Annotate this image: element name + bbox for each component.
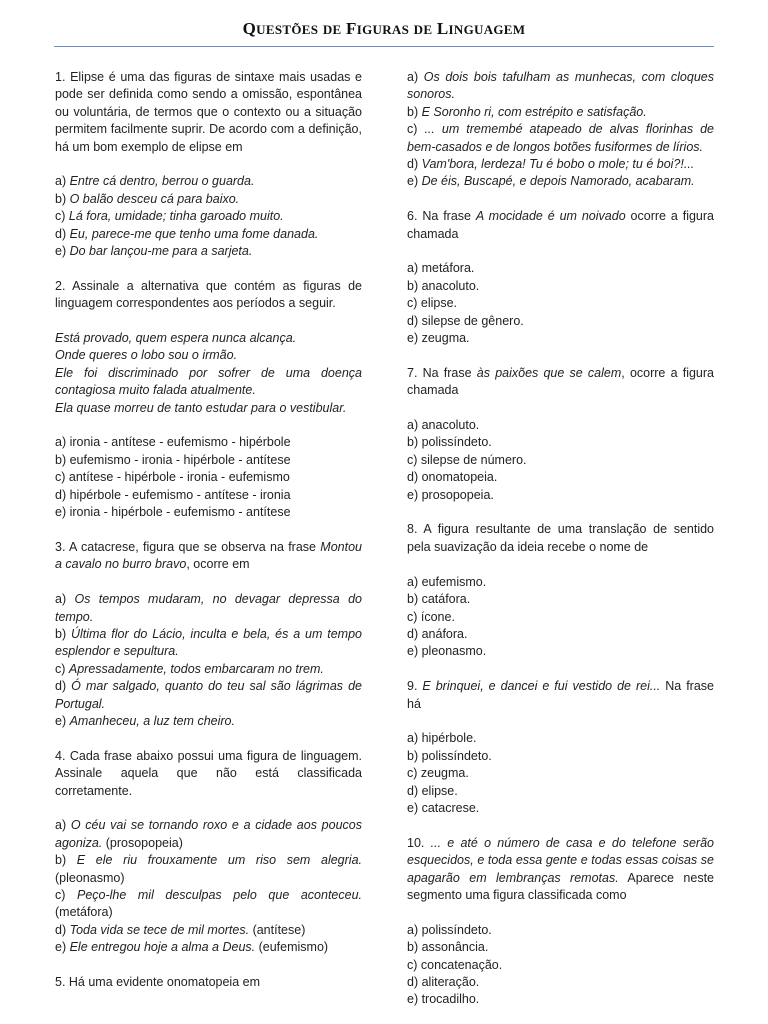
- title-cap: L: [436, 19, 449, 38]
- question-9: [407, 678, 714, 817]
- option-b: [55, 191, 362, 208]
- option-d: d) onomatopeia.: [407, 470, 498, 485]
- option-c: [55, 208, 362, 225]
- option-c: [407, 121, 714, 156]
- stem-quote: às paixões que se calem: [476, 365, 622, 380]
- option-text: Lá fora, umidade; tinha garoado muito.: [68, 209, 284, 224]
- option-text: Última flor do Lácio, inculta e bela, és a um tempo esplendor e sepultura.: [55, 626, 362, 659]
- option-text: Amanheceu, a luz tem cheiro.: [69, 713, 235, 728]
- option-text: Apressadamente, todos embarcaram no trem.: [68, 661, 324, 676]
- option-letter: c): [55, 887, 77, 902]
- option-e: e) zeugma.: [407, 331, 470, 346]
- stem-quote: Montou a cavalo no burro bravo: [55, 539, 362, 572]
- question-stem: [55, 539, 362, 574]
- option-c: c) elipse.: [407, 296, 458, 311]
- option-c: c) ícone.: [407, 609, 455, 624]
- option-d: d) aliteração.: [407, 974, 480, 989]
- page-title: [0, 19, 768, 39]
- option-letter: a): [55, 818, 71, 833]
- question-4: [55, 748, 362, 957]
- stem-text: 3. A catacrese, figura que se observa na frase: [55, 539, 321, 554]
- question-stem: 2. Assinale a alternativa que contém as figuras de linguagem correspondentes aos períodos a seguir.: [55, 278, 362, 311]
- title-word: DE: [322, 22, 342, 37]
- option-a: [55, 173, 362, 190]
- option-c: c) zeugma.: [407, 766, 469, 781]
- option-letter: d): [407, 157, 422, 172]
- option-e: e) ironia - hipérbole - eufemismo - antítese: [55, 505, 291, 520]
- stem-text: Na frase há: [407, 679, 714, 711]
- question-6: [407, 208, 714, 347]
- option-a: a) polissíndeto.: [407, 922, 492, 937]
- sentence-2: Onde queres o lobo sou o irmão.: [55, 348, 238, 363]
- option-a: a) ironia - antítese - eufemismo - hipérbole: [55, 435, 291, 450]
- option-text: Os dois bois tafulham as munhecas, com cloques sonoros.: [407, 70, 714, 102]
- option-b: b) anacoluto.: [407, 278, 480, 293]
- sentence-4: Ela quase morreu de tanto estudar para o vestibular.: [55, 400, 347, 415]
- option-a: a) metáfora.: [407, 261, 475, 276]
- title-cap: Q: [242, 19, 257, 38]
- stem-text: 7. Na frase: [407, 365, 477, 380]
- stem-quote: ... e até o número de casa e do telefone serão esquecidos, e toda essa gente e todas essas coisas se apagarão em lembranças remotas.: [407, 835, 714, 885]
- title-word: INGUAGEM: [448, 22, 526, 37]
- stem-text: , ocorre em: [186, 557, 250, 572]
- option-d: d) elipse.: [407, 783, 458, 798]
- option-letter: c): [55, 661, 69, 676]
- question-stem: [407, 365, 714, 400]
- option-text: Do bar lançou-me para a sarjeta.: [69, 244, 253, 259]
- option-b: [407, 104, 714, 121]
- option-d: [407, 156, 714, 173]
- right-column: [407, 69, 714, 1009]
- option-a: a) anacoluto.: [407, 418, 480, 433]
- option-d: d) anáfora.: [407, 626, 468, 641]
- option-d: d) hipérbole - eufemismo - antítese - ironia: [55, 487, 291, 502]
- option-d: [55, 226, 362, 243]
- option-letter: e): [407, 174, 422, 189]
- option-letter: c): [407, 122, 425, 137]
- option-letter: d): [55, 679, 72, 694]
- option-text: ... um tremembé atapeado de alvas florinhas de bem-casados e de longos botões fusiformes de lírios.: [407, 122, 714, 154]
- question-stem: [407, 208, 714, 243]
- option-b: b) polissíndeto.: [407, 435, 492, 450]
- stem-text: Aparece neste segmento uma figura classificada como: [407, 870, 714, 902]
- option-letter: e): [55, 940, 70, 955]
- option-b: b) catáfora.: [407, 592, 471, 607]
- option-e: e) trocadilho.: [407, 992, 480, 1007]
- question-10: [407, 835, 714, 1009]
- option-d: [55, 678, 362, 713]
- option-text: E Soronho ri, com estrépito e satisfação.: [421, 104, 647, 119]
- option-b: b) polissíndeto.: [407, 748, 492, 763]
- option-letter: b): [55, 191, 70, 206]
- option-text: Ele entregou hoje a alma a Deus.: [69, 940, 256, 955]
- option-a: a) eufemismo.: [407, 574, 487, 589]
- option-e: e) pleonasmo.: [407, 644, 487, 659]
- option-a: [55, 591, 362, 626]
- question-7: [407, 365, 714, 504]
- option-text: De éis, Buscapé, e depois Namorado, acabaram.: [421, 174, 695, 189]
- question-stem: 4. Cada frase abaixo possui uma figura de linguagem. Assinale aquela que não está classificada corretamente.: [55, 748, 362, 798]
- option-letter: a): [55, 174, 70, 189]
- option-letter: a): [407, 70, 424, 84]
- question-stem: 1. Elipse é uma das figuras de sintaxe mais usadas e pode ser definida como sendo a omissão, espontânea ou voluntária, de termos que o contexto ou a situação permitem facilmente suprir. De acordo com a definição, há um bom exemplo de elipse em: [55, 70, 362, 154]
- question-stem: [407, 678, 714, 713]
- title-underline: [54, 46, 714, 47]
- question-8: [407, 521, 714, 660]
- option-d: [55, 922, 362, 939]
- option-letter: a): [55, 592, 75, 607]
- left-column: [55, 69, 362, 991]
- option-e: [55, 939, 362, 956]
- question-5: [55, 974, 362, 991]
- option-text: E ele riu frouxamente um riso sem alegria.: [76, 853, 362, 868]
- option-e: [55, 243, 362, 260]
- option-tag: (prosopopeia): [102, 835, 183, 850]
- stem-text: 10.: [407, 835, 431, 850]
- option-e: e) catacrese.: [407, 800, 480, 815]
- option-b: b) assonância.: [407, 940, 489, 955]
- option-tag: (metáfora): [55, 905, 113, 920]
- option-e: [407, 173, 714, 190]
- option-c: c) silepse de número.: [407, 452, 527, 467]
- option-text: Os tempos mudaram, no devagar depressa do tempo.: [55, 592, 362, 624]
- option-letter: e): [55, 713, 70, 728]
- option-letter: c): [55, 209, 69, 224]
- sentence-3: Ele foi discriminado por sofrer de uma doença contagiosa muito falada atualmente.: [55, 365, 362, 398]
- option-b: b) eufemismo - ironia - hipérbole - antítese: [55, 452, 291, 467]
- option-text: Eu, parece-me que tenho uma fome danada.: [69, 226, 319, 241]
- question-stem: [407, 835, 714, 905]
- option-text: O balão desceu cá para baixo.: [69, 191, 240, 206]
- question-2: [55, 278, 362, 522]
- stem-text: 6. Na frase: [407, 209, 476, 224]
- stem-quote: E brinquei, e dancei e fui vestido de rei...: [422, 679, 661, 694]
- question-5-options: [407, 69, 714, 191]
- option-c: c) concatenação.: [407, 957, 503, 972]
- option-letter: e): [55, 244, 70, 259]
- option-letter: b): [55, 626, 71, 641]
- option-letter: d): [55, 922, 70, 937]
- stem-text: 9.: [407, 679, 423, 694]
- stem-quote: A mocidade é um noivado: [475, 209, 626, 224]
- question-3: [55, 539, 362, 730]
- option-tag: (pleonasmo): [55, 870, 125, 885]
- question-stem: 5. Há uma evidente onomatopeia em: [55, 974, 260, 989]
- title-word: DE: [413, 22, 433, 37]
- sentence-1: Está provado, quem espera nunca alcança.: [55, 331, 297, 346]
- option-text: Entre cá dentro, berrou o guarda.: [69, 174, 255, 189]
- option-text: O céu vai se tornando roxo e a cidade aos poucos agoniza.: [55, 818, 362, 850]
- option-d: d) silepse de gênero.: [407, 313, 524, 328]
- option-text: Peço-lhe mil desculpas pelo que aconteceu.: [76, 887, 362, 902]
- question-1: [55, 69, 362, 260]
- option-b: [55, 852, 362, 887]
- option-letter: b): [55, 853, 77, 868]
- option-text: Ó mar salgado, quanto do teu sal são lágrimas de Portugal.: [55, 679, 362, 711]
- option-tag: (eufemismo): [255, 940, 329, 955]
- option-letter: b): [407, 104, 422, 119]
- option-a: [407, 69, 714, 104]
- option-c: c) antítese - hipérbole - ironia - eufemismo: [55, 470, 290, 485]
- option-c: [55, 661, 362, 678]
- option-b: [55, 626, 362, 661]
- option-c: [55, 887, 362, 922]
- option-letter: d): [55, 226, 70, 241]
- title-word: UESTÕES: [256, 22, 319, 37]
- option-text: Toda vida se tece de mil mortes.: [69, 922, 250, 937]
- option-text: Vam'bora, lerdeza! Tu é bobo o mole; tu é boi?!...: [421, 157, 695, 172]
- question-stem: 8. A figura resultante de uma translação de sentido pela suavização da ideia recebe o nome de: [407, 522, 714, 554]
- stem-text: ocorre a figura chamada: [407, 209, 714, 241]
- stem-text: , ocorre a figura chamada: [407, 365, 714, 398]
- title-cap: F: [346, 19, 357, 38]
- title-word: IGURAS: [356, 22, 410, 37]
- option-e: e) prosopopeia.: [407, 487, 494, 502]
- option-e: [55, 713, 362, 730]
- option-a: [55, 817, 362, 852]
- option-tag: (antítese): [249, 922, 306, 937]
- option-a: a) hipérbole.: [407, 731, 477, 746]
